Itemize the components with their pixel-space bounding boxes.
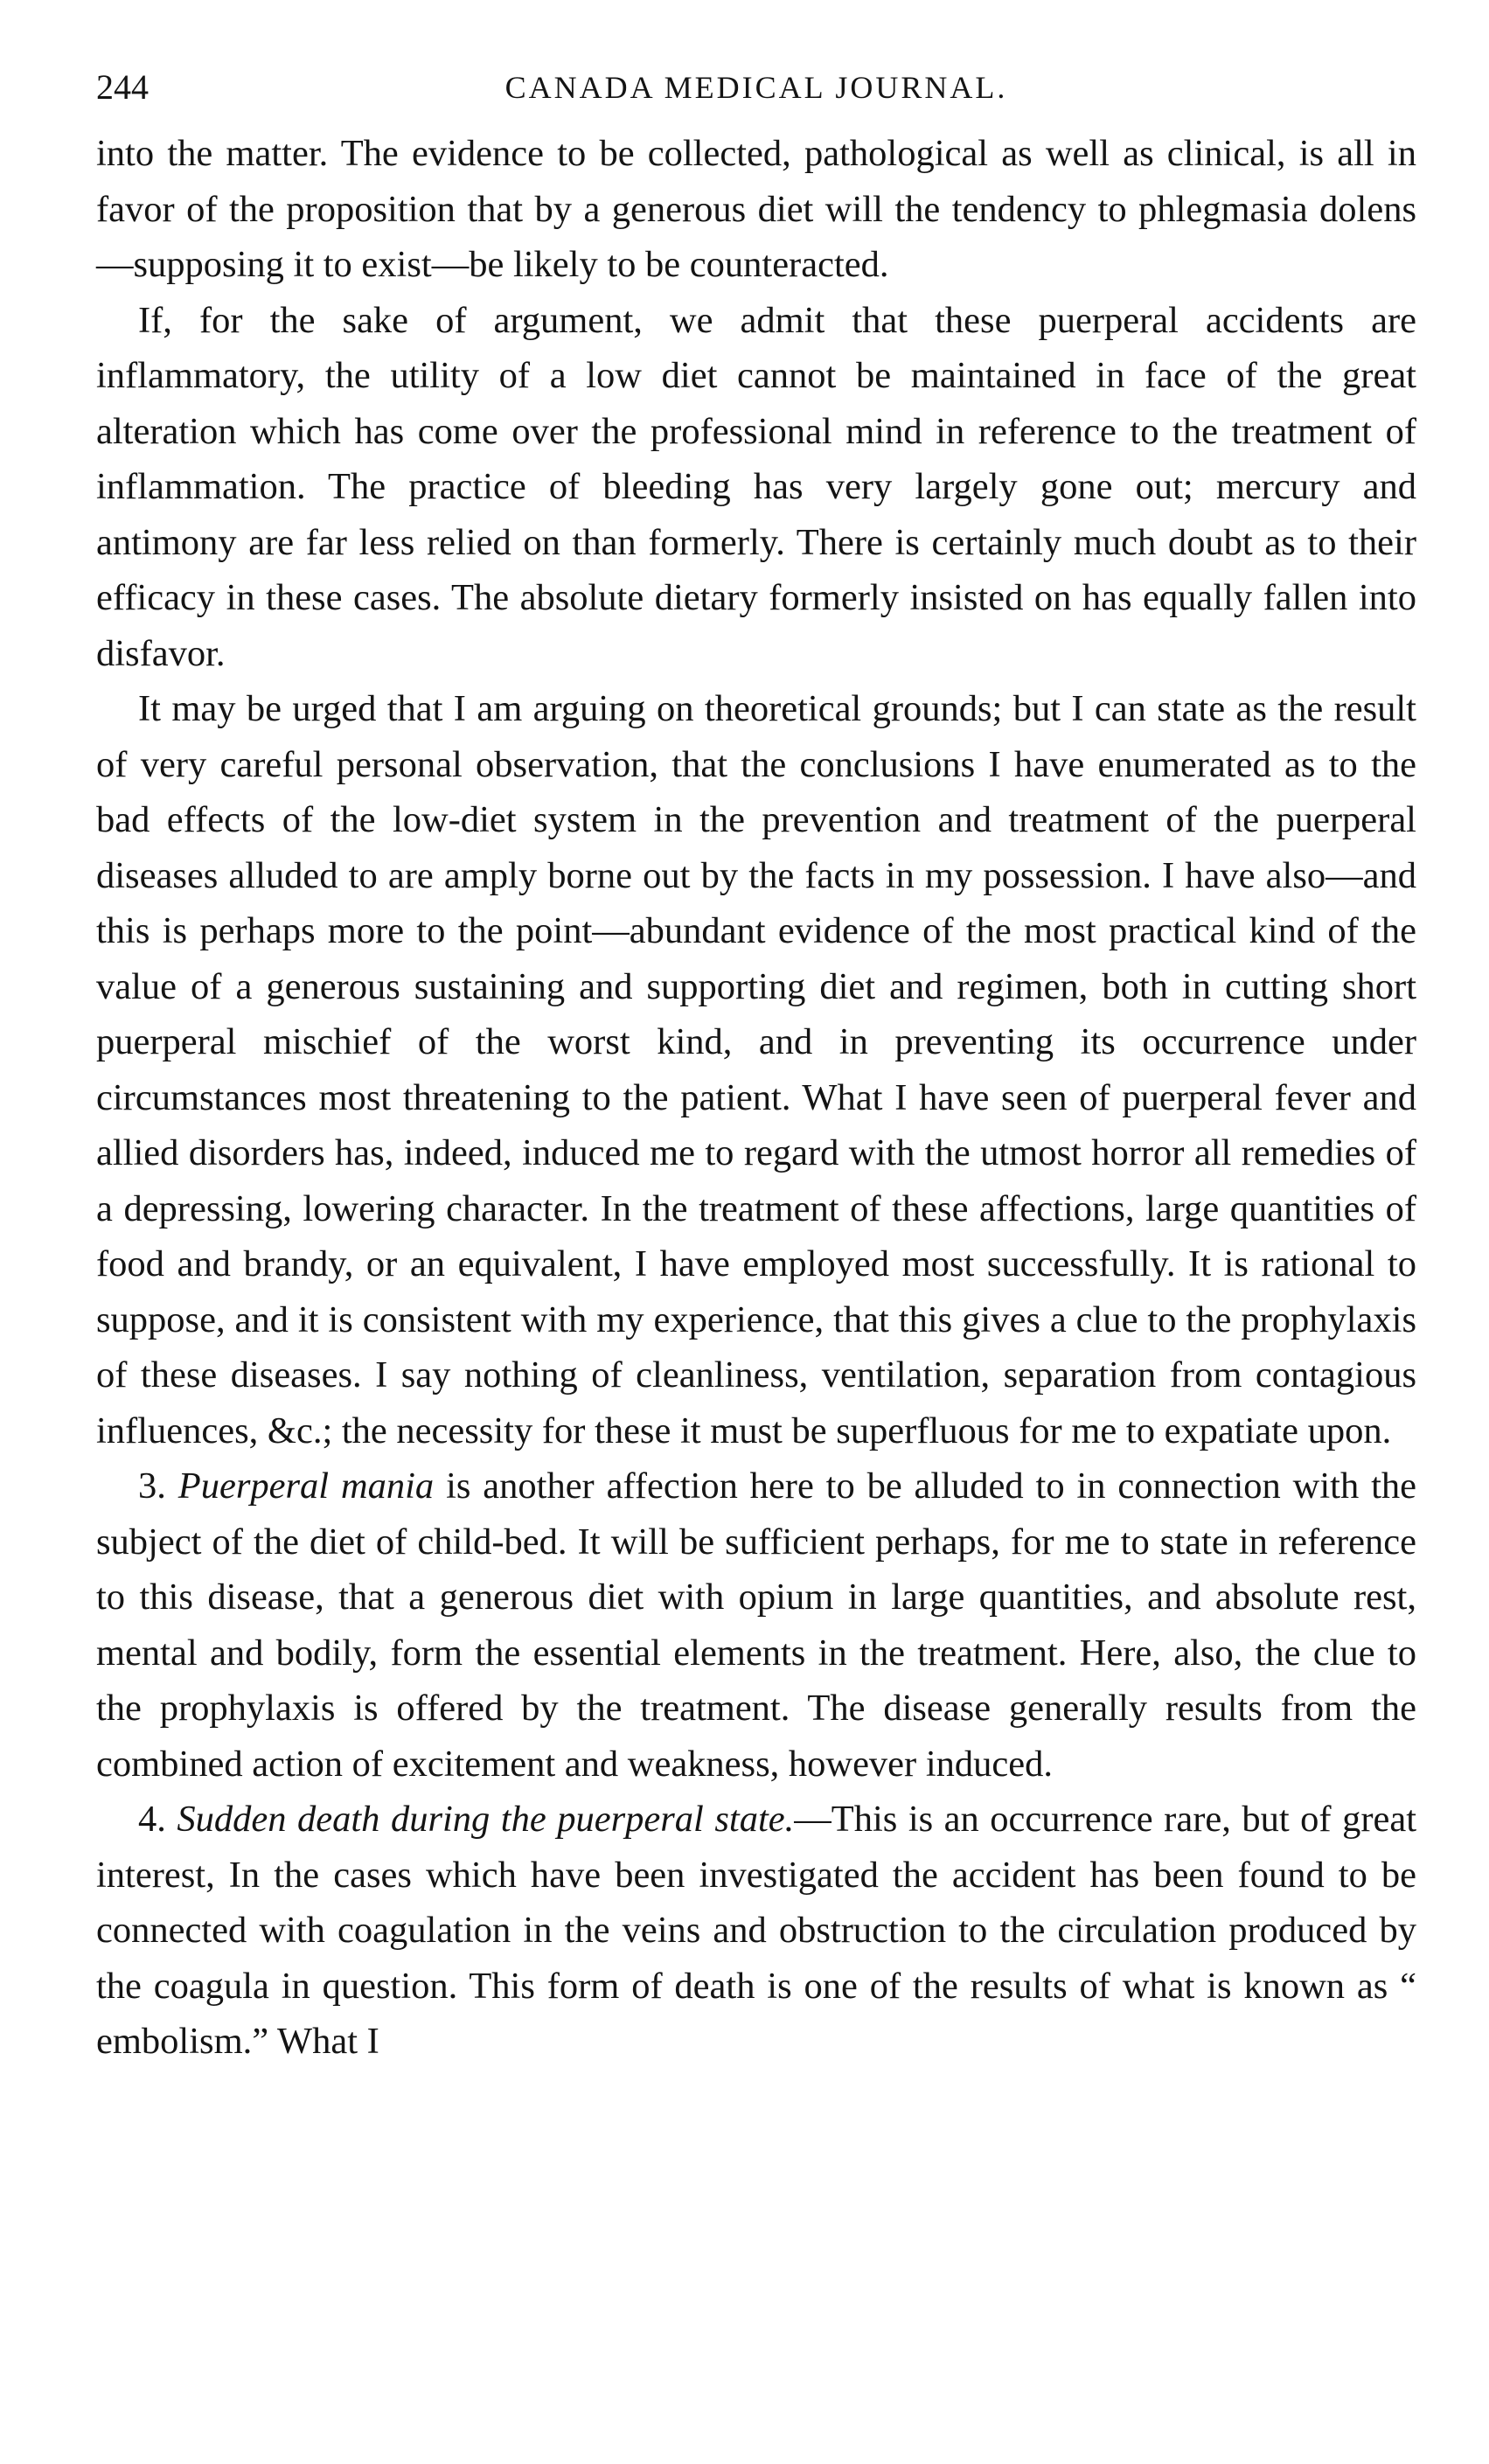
paragraph-4-puerperal-mania bbox=[96, 1458, 1416, 1792]
article-body bbox=[96, 126, 1416, 2070]
journal-page bbox=[96, 61, 1416, 2070]
paragraph-5-sudden-death bbox=[96, 1792, 1416, 2070]
section-number: 3. bbox=[138, 1465, 166, 1507]
page-header bbox=[96, 61, 1416, 122]
paragraph-text: If, for the sake of argument, we admit that these puerperal accidents are inflammatory, the utility of a low diet cannot be maintained in face of the great alteration which has come over the professional mind in reference to the treatment of inflammation. The practice of bleeding has very largely gone out; mercury and antimony are far less relied on than formerly. There is certainly much doubt as to their efficacy in these cases. The absolute dietary formerly insisted on has equally fallen into disfavor. bbox=[96, 299, 1416, 674]
paragraph-text: is another affection here to be alluded to in connection with the subject of the diet of child-bed. It will be sufficient perhaps, for me to state in reference to this disease, that a generous diet with opium in large quantities, and absolute rest, mental and bodily, form the essential elements in the treatment. Here, also, the clue to the prophylaxis is offered by the treatment. The disease generally results from the combined action of excitement and weakness, however induced. bbox=[96, 1465, 1417, 1785]
paragraph-1 bbox=[96, 126, 1416, 293]
section-number: 4. bbox=[138, 1799, 166, 1840]
section-title: Puerperal mania bbox=[177, 1465, 435, 1507]
paragraph-text: —This is an occurrence rare, but of great interest, In the cases which have been investigated the accident has been found to be connected with coagulation in the veins and obstruction to the circulation produced by the coagula in question. This form of death is one of the results of what is known as “ embolism.” What I bbox=[96, 1799, 1417, 2062]
paragraph-3 bbox=[96, 681, 1416, 1458]
page-number: 244 bbox=[96, 67, 149, 107]
paragraph-text: into the matter. The evidence to be collected, pathological as well as clinical, is all in favor of the proposition that by a generous diet will the tendency to phlegmasia dolens—supposing it to exist—be likely to be counteracted. bbox=[96, 133, 1416, 285]
running-title: CANADA MEDICAL JOURNAL. bbox=[504, 70, 1008, 105]
paragraph-2 bbox=[96, 293, 1416, 682]
section-title: Sudden death during the puerperal state. bbox=[177, 1799, 795, 1840]
paragraph-text: It may be urged that I am arguing on theoretical grounds; but I can state as the result of very careful personal observation, that the conclusions I have enumerated as to the bad effects of the low-diet system in the prevention and treatment of the puerperal diseases alluded to are amply borne out by the facts in my possession. I have also—and this is perhaps more to the point—abundant evidence of the most practical kind of the value of a generous sustaining and supporting diet and regimen, both in cutting short puerperal mischief of the worst kind, and in preventing its occurrence under circumstances most threatening to the patient. What I have seen of puerperal fever and allied disorders has, indeed, induced me to regard with the utmost horror all remedies of a depressing, lowering character. In the treatment of these affections, large quantities of food and brandy, or an equivalent, I have employed most successfully. It is rational to suppose, and it is consistent with my experience, that this gives a clue to the prophylaxis of these diseases. I say nothing of cleanliness, ventilation, separation from contagious influences, &c.; the necessity for these it must be superfluous for me to expatiate upon. bbox=[96, 688, 1416, 1451]
